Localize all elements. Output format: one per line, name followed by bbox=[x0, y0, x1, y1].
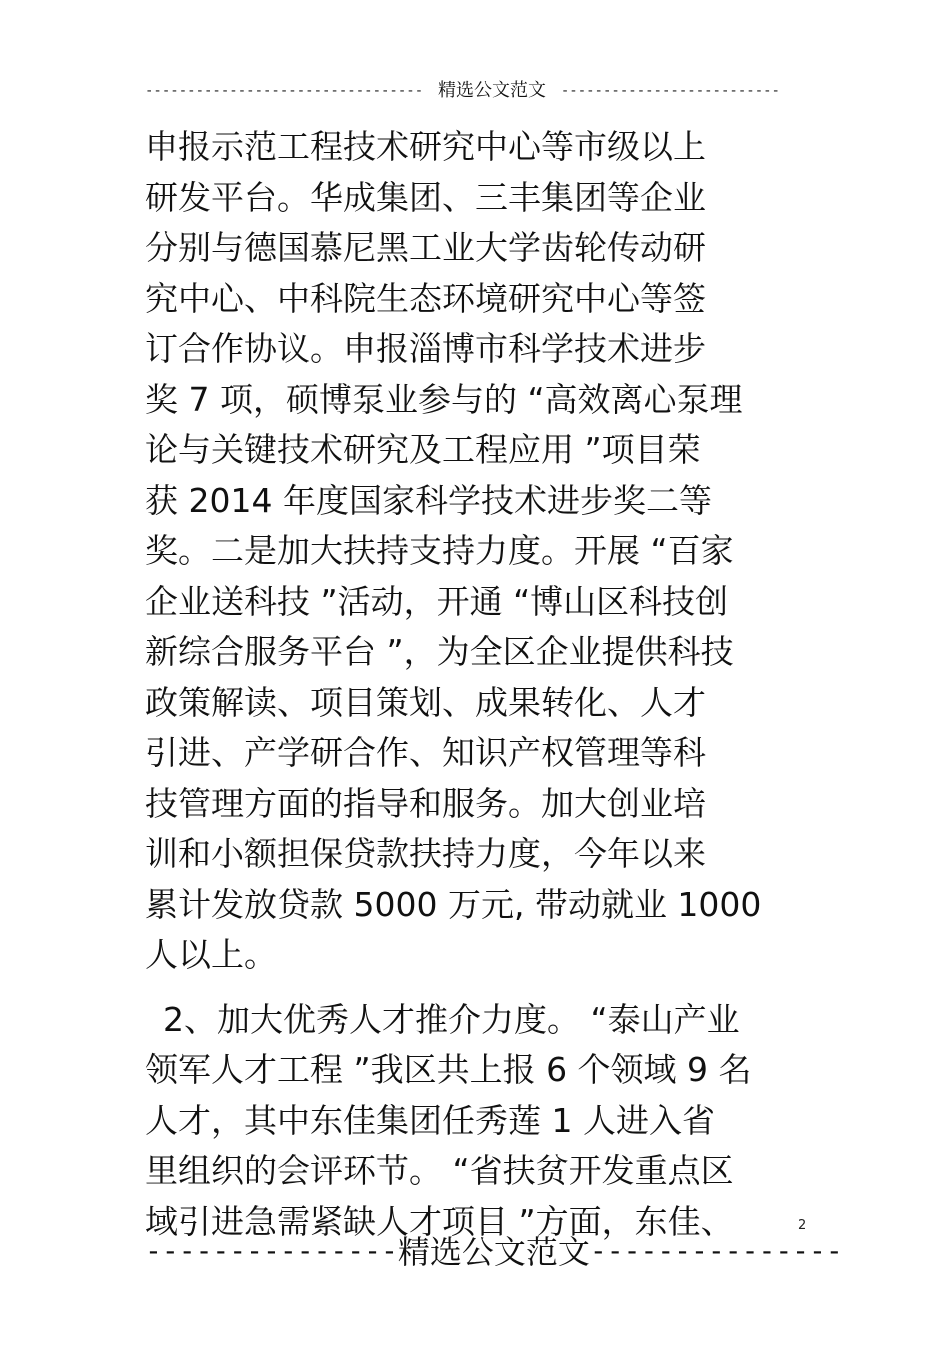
page-number: 2 bbox=[798, 1218, 807, 1233]
body-line: 里组织的会评环节。 “省扶贫开发重点区 bbox=[145, 1151, 734, 1190]
header-dash-right: -------------------------- bbox=[560, 83, 780, 99]
body-line: 政策解读、项目策划、成果转化、人才 bbox=[145, 682, 706, 722]
paragraph-gap bbox=[145, 981, 815, 995]
body-line: 技管理方面的指导和服务。加大创业培 bbox=[145, 783, 706, 823]
body-line: 奖。二是加大扶持支持力度。开展 “百家 bbox=[145, 531, 734, 570]
body-line: 新综合服务平台 ”，为全区企业提供科技 bbox=[145, 632, 734, 671]
body-line: 引进、产学研合作、知识产权管理等科 bbox=[145, 733, 706, 772]
body-line: 企业送科技 ”活动，开通 “博山区科技创 bbox=[145, 581, 729, 621]
document-body bbox=[145, 122, 815, 1247]
body-line: 奖 7 项，硕博泵业参与的 “高效离心泵理 bbox=[145, 379, 743, 419]
header-title: 精选公文范文 bbox=[438, 80, 546, 101]
body-line: 领军人才工程 ”我区共上报 6 个领域 9 名 bbox=[145, 1050, 752, 1089]
body-line: 人才，其中东佳集团任秀莲 1 人进入省 bbox=[145, 1100, 715, 1140]
body-line: 订合作协议。申报淄博市科学技术进步 bbox=[145, 329, 706, 368]
body-line: 申报示范工程技术研究中心等市级以上 bbox=[145, 127, 706, 166]
footer-dash-right: --------------- bbox=[589, 1233, 843, 1267]
body-line: 获 2014 年度国家科学技术进步奖二等 bbox=[145, 480, 712, 520]
body-line: 分别与德国慕尼黑工业大学齿轮传动研 bbox=[145, 228, 706, 267]
header-dash-left: --------------------------------- bbox=[145, 83, 424, 99]
body-line: 训和小额担保贷款扶持力度，今年以来 bbox=[145, 834, 706, 873]
page-footer bbox=[145, 1228, 843, 1272]
body-line: 论与关键技术研究及工程应用 ”项目荣 bbox=[145, 430, 701, 469]
footer-dash-left: --------------- bbox=[145, 1233, 398, 1267]
body-line: 2、加大优秀人才推介力度。 “泰山产业 bbox=[163, 999, 740, 1039]
footer-title: 精选公文范文 bbox=[397, 1233, 590, 1271]
page-header bbox=[145, 76, 780, 106]
body-line: 累计发放贷款 5000 万元, 带动就业 1000 bbox=[145, 884, 762, 924]
body-line: 究中心、中科院生态环境研究中心等签 bbox=[145, 278, 706, 318]
body-line: 人以上。 bbox=[145, 935, 277, 974]
body-line: 研发平台。华成集团、三丰集团等企业 bbox=[145, 177, 706, 217]
body-line: 域引进急需紧缺人才项目 ”方面，东佳、 bbox=[145, 1201, 734, 1241]
